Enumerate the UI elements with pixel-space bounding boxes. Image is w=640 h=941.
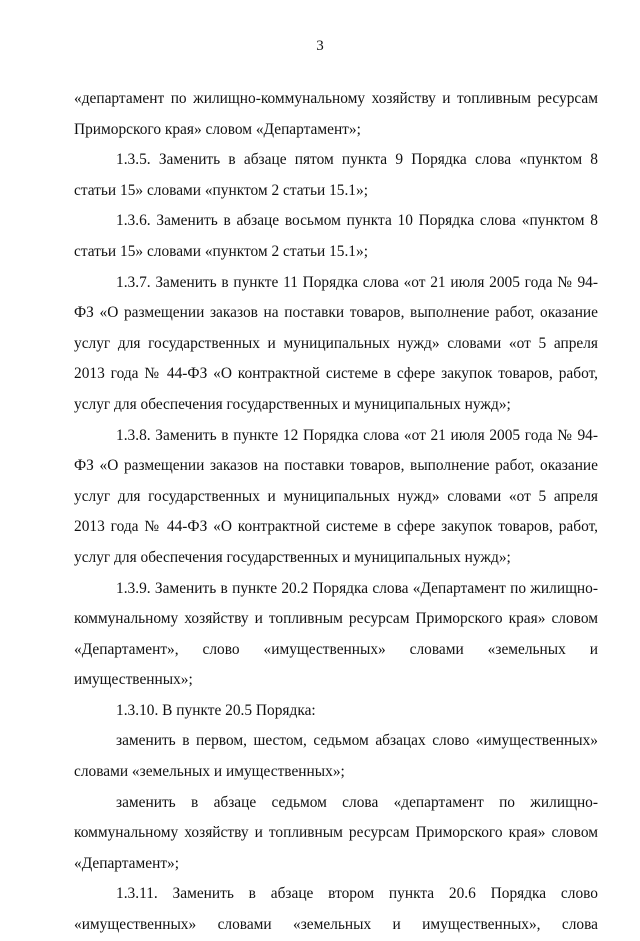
paragraph-1-3-11: 1.3.11. Заменить в абзаце втором пункта 20.6 Порядка слово «имущественных» словами «земельных и имущественных», слова [74, 885, 598, 934]
document-body [74, 84, 598, 941]
paragraph-1-3-9: 1.3.9. Заменить в пункте 20.2 Порядка слова «Департамент по жилищно-коммунальному хозяйству и топливным ресурсам Приморского края» словом «Департамент», слово «имущественных» словами «земельных и имущественных»; [74, 579, 598, 689]
paragraph-1-3-10-item-2: заменить в абзаце седьмом слова «департамент по жилищно-коммунальному хозяйству и топливным ресурсам Приморского края» словом «Департамент»; [74, 793, 598, 872]
page-number: 3 [316, 38, 324, 54]
paragraph-1-3-8: 1.3.8. Заменить в пункте 12 Порядка слова «от 21 июля 2005 года № 94-ФЗ «О размещении заказов на поставки товаров, выполнение работ, оказание услуг для государственных и муниципальных нужд» словами «от 5 апреля 2013 года № 44-ФЗ «О контрактной системе в сфере закупок товаров, работ, услуг для обеспечения государственных и муниципальных нужд»; [74, 426, 598, 566]
paragraph-1-3-10: 1.3.10. В пункте 20.5 Порядка: [116, 701, 316, 719]
paragraph-1-3-7: 1.3.7. Заменить в пункте 11 Порядка слова «от 21 июля 2005 года № 94-ФЗ «О размещении заказов на поставки товаров, выполнение работ, оказание услуг для государственных и муниципальных нужд» словами «от 5 апреля 2013 года № 44-ФЗ «О контрактной системе в сфере закупок товаров, работ, услуг для обеспечения государственных и муниципальных нужд»; [74, 273, 598, 413]
paragraph-1-3-10-item-1: заменить в первом, шестом, седьмом абзацах слово «имущественных» словами «земельных и имущественных»; [74, 732, 598, 781]
paragraph-continuation: «департамент по жилищно-коммунальному хозяйству и топливным ресурсам Приморского края» словом «Департамент»; [74, 90, 598, 138]
paragraph-1-3-5: 1.3.5. Заменить в абзаце пятом пункта 9 Порядка слова «пунктом 8 статьи 15» словами «пунктом 2 статьи 15.1»; [74, 151, 598, 199]
paragraph-1-3-6: 1.3.6. Заменить в абзаце восьмом пункта 10 Порядка слова «пунктом 8 статьи 15» словами «пунктом 2 статьи 15.1»; [74, 212, 598, 260]
